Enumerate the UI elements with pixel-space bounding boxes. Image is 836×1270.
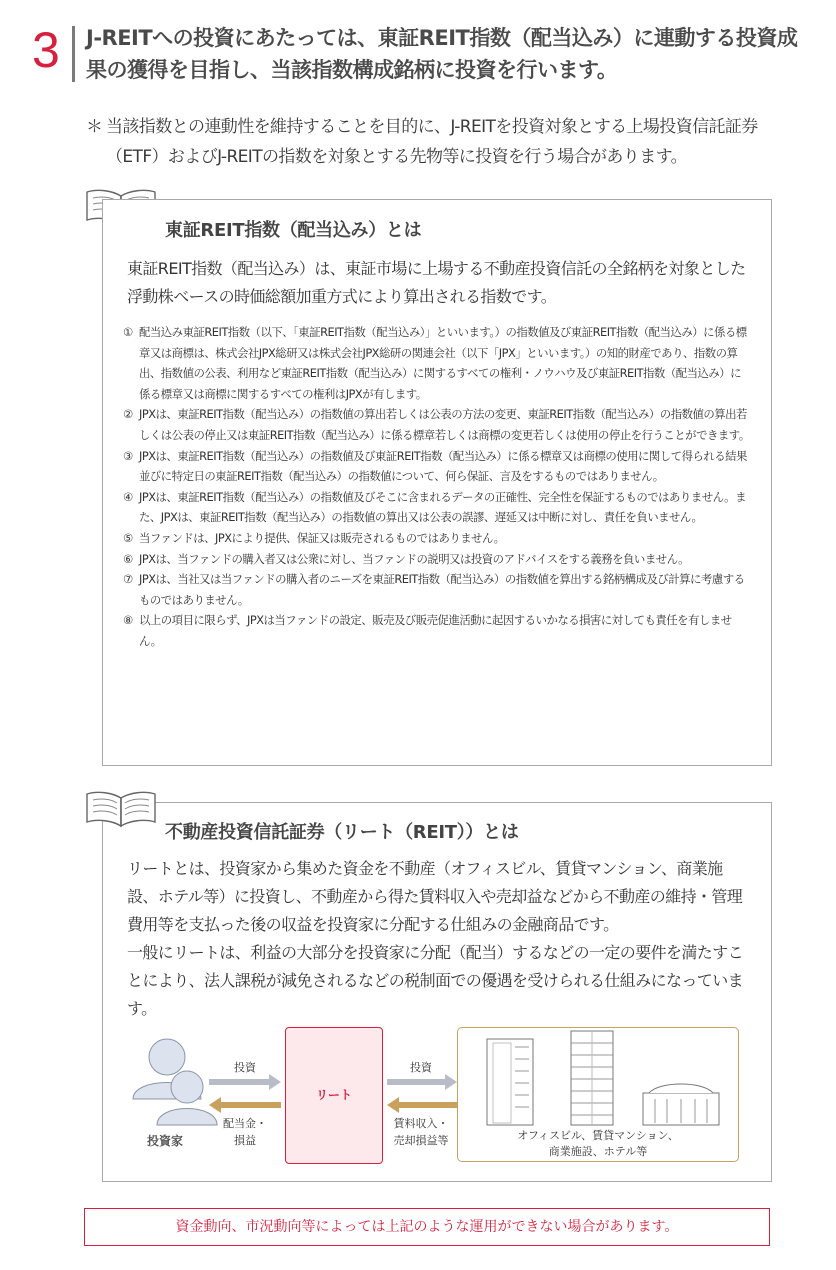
dividend-label-line2: 損益: [234, 1134, 256, 1147]
rent-label-line1: 賃料収入・: [393, 1117, 449, 1130]
disclaimer-text: JPXは、当社又は当ファンドの購入者のニーズを東証REIT指数（配当込み）の指数値を算出する銘柄構成及び計算に考慮するものではありません。: [139, 572, 745, 607]
rent-label: [385, 1115, 457, 1149]
property-label-line1: オフィスビル、賃貸マンション、: [517, 1129, 679, 1142]
disclaimer-text: 以上の項目に限らず、JPXは当ファンドの設定、販売及び販売促進活動に起因するいかなる損害に対しても責任を有しません。: [139, 613, 732, 648]
disclaimer-number: ③: [123, 448, 133, 463]
property-label: [458, 1128, 738, 1160]
disclaimer-text: 当ファンドは、JPXにより提供、保証又は販売されるものではありません。: [139, 530, 505, 545]
disclaimer-number: ⑥: [123, 551, 133, 566]
investor-icon: [133, 1039, 217, 1125]
section-heading: J-REITへの投資にあたっては、東証REIT指数（配当込み）に連動する投資成果の獲得を目指し、当該指数構成銘柄に投資を行います。: [86, 26, 798, 82]
index-description: 東証REIT指数（配当込み）は、東証市場に上場する不動産投資信託の全銘柄を対象とした浮動株ベースの時価総額加重方式により算出される指数です。: [127, 259, 746, 306]
invest-arrow-2: [387, 1074, 457, 1090]
dividend-label: [215, 1115, 275, 1149]
disclaimer-number: ②: [123, 407, 133, 422]
footer-notice: 資金動向、市況動向等によっては上記のような運用ができない場合があります。: [84, 1208, 770, 1246]
disclaimer-number: ⑤: [123, 530, 133, 545]
disclaimer-number: ⑧: [123, 613, 133, 628]
section-divider: [72, 26, 75, 82]
disclaimer-text: JPXは、当ファンドの購入者又は公衆に対し、当ファンドの説明又は投資のアドバイスをする義務を負いません。: [139, 551, 690, 566]
disclaimer-number: ①: [123, 325, 133, 339]
open-book-icon: [83, 788, 159, 828]
disclaimer-text: 配当込み東証REIT指数（以下、「東証REIT指数（配当込み）」といいます。）の指数値及び東証REIT指数（配当込み）に係る標章又は商標は、株式会社JPX総研又は株式会社JPX総研の関連会社（以下「JPX」といいます。）の知的財産であり、指数の算出、指数値の公表、利用など東証REIT指数（配当込み）に関するすべての権利・ノウハウ及び東証REIT指数（配当込み）に係る標章又は商標に関するすべての権利はJPXが有します。: [139, 325, 747, 401]
rent-arrow: [387, 1097, 457, 1113]
disclaimer-item: [123, 569, 751, 610]
disclaimer-list: [123, 322, 751, 652]
reit-node: [285, 1027, 383, 1164]
index-info-box: [102, 199, 772, 766]
reit-info-box: [102, 802, 772, 1182]
disclaimer-text: JPXは、東証REIT指数（配当込み）の指数値及びそこに含まれるデータの正確性、完全性を保証するものではありません。また、JPXは、東証REIT指数（配当込み）の指数値の算出又は公表の誤謬、遅延又は中断に対し、責任を負いません。: [139, 489, 746, 525]
dividend-arrow: [209, 1097, 281, 1113]
index-box-title: 東証REIT指数（配当込み）とは: [165, 220, 422, 241]
rent-label-line2: 売却損益等: [393, 1134, 449, 1147]
disclaimer-item: [123, 549, 751, 570]
reit-label: リート: [315, 1088, 352, 1102]
property-node: [457, 1027, 739, 1162]
invest-label-1: 投資: [234, 1061, 256, 1074]
disclaimer-item: [123, 610, 751, 651]
disclaimer-number: ⑦: [123, 572, 133, 587]
disclaimer-item: [123, 322, 751, 404]
section-number: 3: [32, 22, 60, 78]
disclaimer-item: [123, 404, 751, 445]
investor-label: 投資家: [147, 1134, 184, 1148]
asterisk-mark: ＊: [86, 117, 103, 137]
reit-flow-diagram: [103, 803, 771, 1181]
invest-label-2: 投資: [410, 1061, 432, 1074]
disclaimer-item: [123, 528, 751, 549]
reit-paragraph-2: 一般にリートは、利益の大部分を投資家に分配（配当）するなどの一定の要件を満たすことにより、法人課税が減免されるなどの税制面での優遇を受けられる仕組みになっています。: [127, 943, 744, 1018]
note-text: 当該指数との連動性を維持することを目的に、J-REITを投資対象とする上場投資信託証券（ETF）およびJ-REITの指数を対象とする先物等に投資を行う場合があります。: [106, 117, 758, 167]
disclaimer-number: ④: [123, 489, 133, 504]
disclaimer-item: [123, 446, 751, 487]
disclaimer-item: [123, 487, 751, 528]
disclaimer-text: JPXは、東証REIT指数（配当込み）の指数値及び東証REIT指数（配当込み）に係る標章又は商標の使用に関して得られる結果並びに特定日の東証REIT指数（配当込み）の指数値について、何ら保証、言及をするものではありません。: [139, 448, 747, 484]
dividend-label-line1: 配当金・: [223, 1117, 267, 1130]
property-label-line2: 商業施設、ホテル等: [548, 1145, 648, 1158]
disclaimer-text: JPXは、東証REIT指数（配当込み）の指数値の算出若しくは公表の方法の変更、東証REIT指数（配当込み）の指数値の算出若しくは公表の停止又は東証REIT指数（配当込み）に係る標章若しくは商標の変更若しくは使用の停止を行うことができます。: [139, 407, 750, 442]
reit-paragraph-1: リートとは、投資家から集めた資金を不動産（オフィスビル、賃貸マンション、商業施設、ホテル等）に投資し、不動産から得た賃料収入や売却益などから不動産の維持・管理費用等を支払った後の収益を投資家に分配する仕組みの金融商品です。: [127, 859, 743, 934]
reit-box-title: 不動産投資信託証券（リート（REIT））とは: [165, 822, 519, 843]
note: [86, 112, 786, 172]
invest-arrow-1: [209, 1074, 281, 1090]
